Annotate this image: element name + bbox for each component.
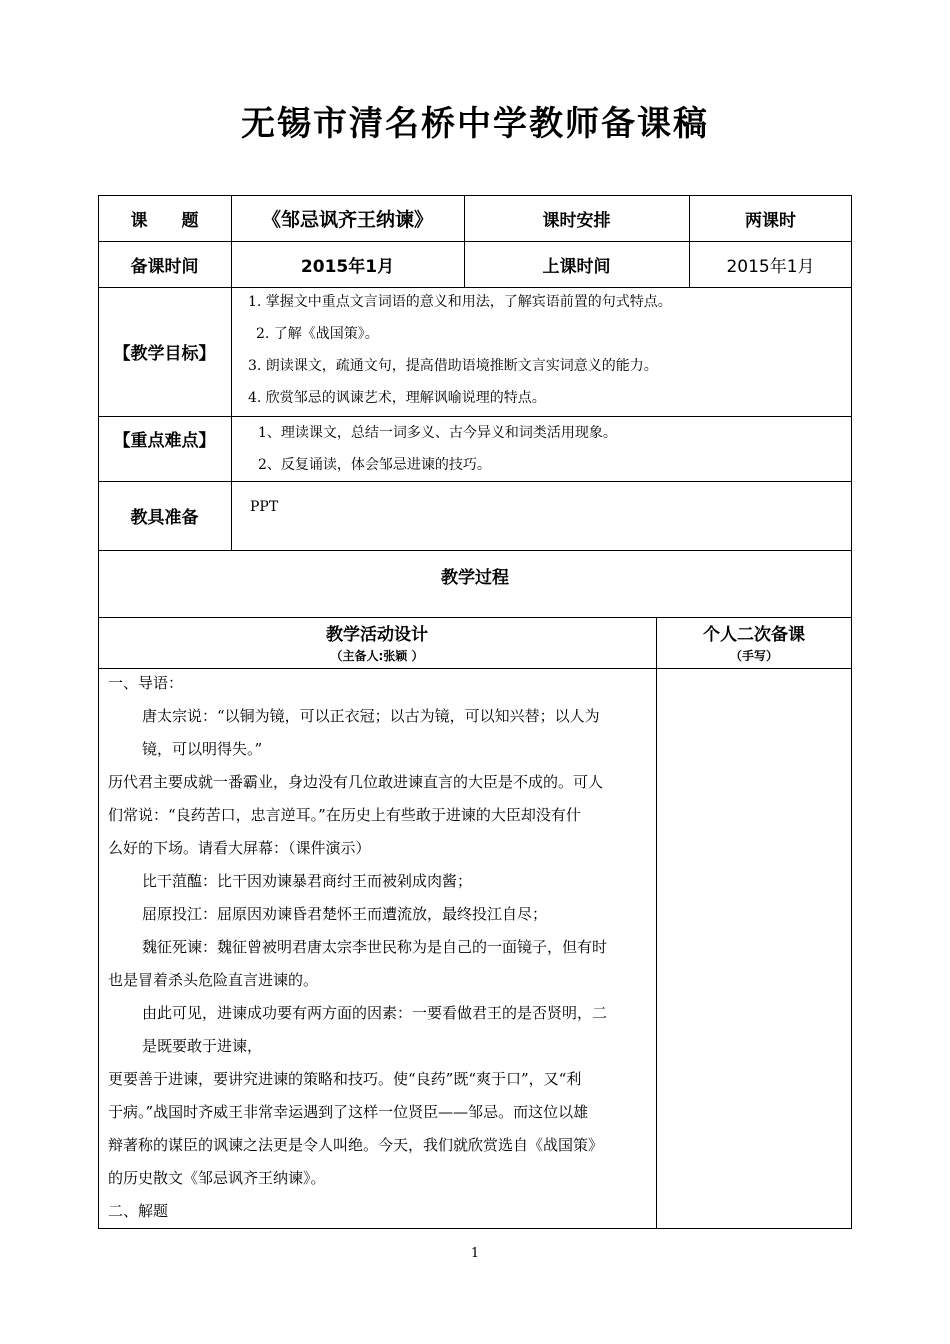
topic-value: 《邹忌讽齐王纳谏》: [261, 208, 433, 231]
personal-heading: 个人二次备课: [703, 624, 805, 645]
body-line: 更要善于进谏，要讲究进谏的策略和技巧。使“良药”既“爽于口”，又“利: [108, 1070, 582, 1088]
tools-value: PPT: [250, 499, 279, 515]
key-points-label: 【重点难点】: [113, 431, 216, 451]
objective-item: 3. 朗读课文，疏通文句，提高借助语境推断文言实词意义的能力。: [248, 358, 658, 374]
row-divider: [98, 668, 852, 669]
objective-item: 1. 掌握文中重点文言词语的意义和用法，了解宾语前置的句式特点。: [248, 294, 672, 310]
page-number: 1: [470, 1246, 480, 1261]
body-line: 辩著称的谋臣的讽谏之法更是令人叫绝。今天，我们就欣赏选自《战国策》: [108, 1136, 604, 1154]
body-line: 唐太宗说：“以铜为镜，可以正衣冠；以古为镜，可以知兴替；以人为: [142, 707, 600, 725]
body-line: 的历史散文《邹忌讽齐王纳谏》。: [108, 1169, 326, 1187]
tools-label: 教具准备: [130, 508, 199, 528]
prep-time-value: 2015年1月: [300, 256, 395, 277]
key-point-item: 2、反复诵读，体会邹忌进谏的技巧。: [258, 457, 491, 473]
objectives-label: 【教学目标】: [113, 344, 216, 364]
body-line: 于病。”战国时齐威王非常幸运遇到了这样一位贤臣——邹忌。而这位以雄: [108, 1103, 589, 1121]
objective-item: 2. 了解《战国策》。: [256, 326, 379, 342]
body-line: 二、解题: [108, 1202, 169, 1220]
topic-label: 课 题: [130, 210, 199, 231]
personal-sub: （手写）: [729, 648, 778, 663]
design-sub: （主备人:张颖 ）: [330, 648, 424, 663]
hours-label: 课时安排: [542, 210, 611, 231]
col-divider: [656, 617, 657, 1229]
body-line: 比干菹醢：比干因劝谏暴君商纣王而被剁成肉酱；: [142, 872, 473, 890]
process-heading: 教学过程: [441, 567, 509, 588]
body-line: 历代君主要成就一番霸业，身边没有几位敢进谏直言的大臣是不成的。可人: [108, 773, 604, 791]
hours-value: 两课时: [745, 210, 796, 231]
body-line: 屈原投江：屈原因劝谏昏君楚怀王而遭流放，最终投江自尽；: [142, 905, 548, 923]
body-line: 一、导语：: [108, 674, 184, 692]
body-line: 么好的下场。请看大屏幕：（课件演示）: [108, 839, 371, 857]
objective-item: 4. 欣赏邹忌的讽谏艺术，理解讽喻说理的特点。: [248, 390, 546, 406]
document-title: 无锡市清名桥中学教师备课稿: [241, 104, 709, 144]
body-line: 镜，可以明得失。”: [142, 740, 263, 758]
design-heading: 教学活动设计: [326, 624, 428, 645]
body-line: 是既要敢于进谏，: [142, 1037, 263, 1055]
class-time-label: 上课时间: [542, 256, 611, 277]
row-divider: [98, 617, 852, 618]
class-time-value: 2015年1月: [726, 256, 815, 277]
body-line: 由此可见，进谏成功要有两方面的因素：一要看做君王的是否贤明，二: [142, 1004, 608, 1022]
key-point-item: 1、理读课文，总结一词多义、古今异义和词类活用现象。: [258, 425, 617, 441]
prep-time-label: 备课时间: [130, 256, 199, 277]
body-line: 魏征死谏：魏征曾被明君唐太宗李世民称为是自己的一面镜子，但有时: [142, 938, 608, 956]
body-line: 也是冒着杀头危险直言进谏的。: [108, 971, 319, 989]
body-line: 们常说：“良药苦口，忠言逆耳。”在历史上有些敢于进谏的大臣却没有什: [108, 806, 581, 824]
